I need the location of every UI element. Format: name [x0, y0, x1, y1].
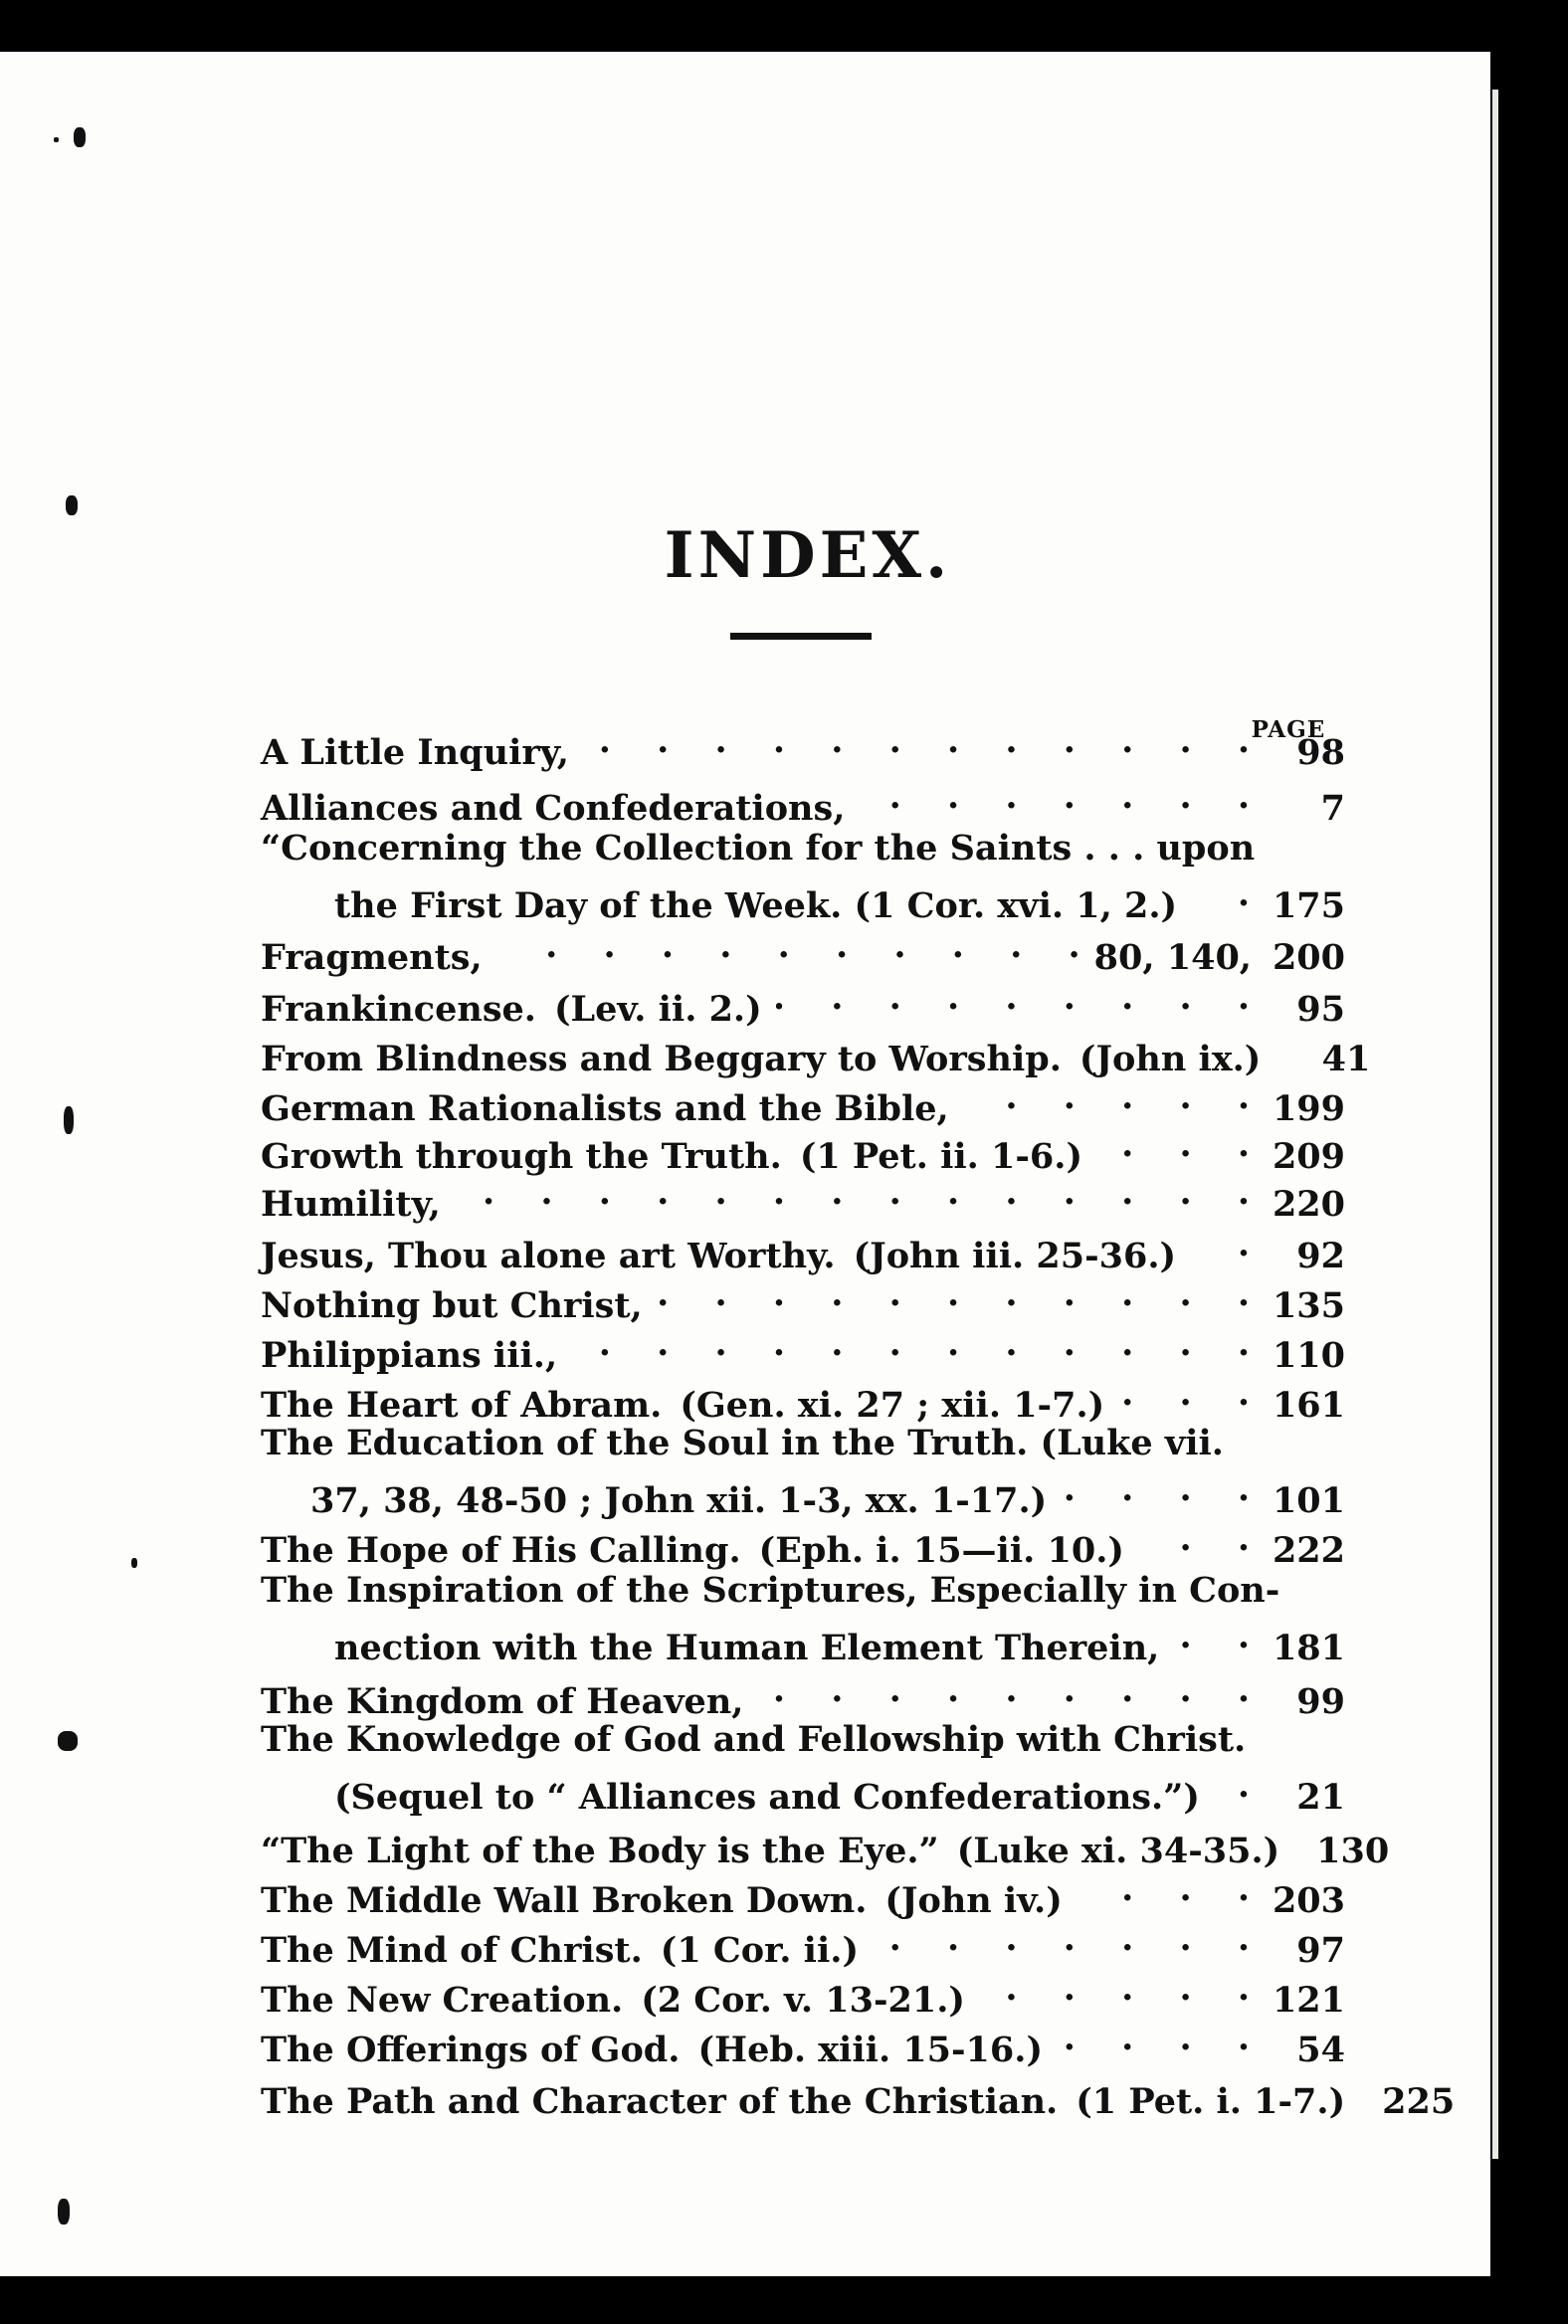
- entry-title: The Education of the Soul in the Truth. (Luke vii.: [261, 1423, 1224, 1463]
- title-rule: [730, 633, 872, 640]
- index-entry: [261, 1817, 1390, 1871]
- entry-page-number: 209: [1272, 1136, 1345, 1177]
- entry-reference: (2 Cor. v. 13-21.): [641, 1980, 965, 2021]
- index-entry: [261, 1568, 1345, 1668]
- entry-reference: (1 Cor. ii.): [660, 1930, 860, 1971]
- entry-page-number: 225: [1382, 2081, 1456, 2122]
- index-title: INDEX.: [664, 517, 952, 593]
- page-column-heading: PAGE: [1251, 716, 1326, 743]
- index-entry: [261, 1667, 1345, 1722]
- index-entry: [261, 2067, 1456, 2122]
- entry-title: The Kingdom of Heaven,: [261, 1681, 744, 1722]
- index-entry: [261, 1170, 1345, 1225]
- dot-leader: [1190, 1222, 1250, 1267]
- entry-page-number: 99: [1296, 1681, 1345, 1722]
- index-entry: [261, 826, 1345, 926]
- margin-speck: [58, 2199, 70, 2225]
- entry-title: The Path and Character of the Christian.: [261, 2081, 1059, 2122]
- entry-page-number: 41: [1321, 1039, 1371, 1079]
- dot-leader: [571, 1321, 1250, 1367]
- entry-continuation: 37, 38, 48-50 ; John xii. 1-3, xx. 1-17.): [310, 1480, 1048, 1521]
- entry-title: The New Creation.: [261, 1980, 624, 2021]
- dot-leader: [873, 1916, 1250, 1962]
- index-entry: [261, 1866, 1345, 1921]
- dot-leader: [1173, 1614, 1250, 1659]
- dot-leader: [859, 774, 1250, 820]
- entry-extra-pages: 80, 140,: [1093, 937, 1252, 978]
- dot-leader: [583, 718, 1250, 764]
- entry-title: The Mind of Christ.: [261, 1930, 643, 1971]
- entry-page-number: 7: [1320, 788, 1345, 829]
- index-entry: [261, 1271, 1345, 1326]
- dot-leader: [1214, 1763, 1250, 1809]
- dot-leader: [963, 1074, 1250, 1120]
- entry-page-number: 97: [1296, 1930, 1345, 1971]
- dot-leader: [776, 975, 1250, 1021]
- index-entry: [261, 1371, 1345, 1426]
- index-entry: [261, 1074, 1345, 1129]
- margin-speck: [131, 1558, 137, 1568]
- margin-speck: [64, 1106, 74, 1134]
- index-entry: [261, 718, 1345, 773]
- entry-title: Nothing but Christ,: [261, 1285, 643, 1326]
- margin-speck: [66, 495, 78, 515]
- entry-page-number: 110: [1272, 1335, 1345, 1376]
- index-entry: [261, 1222, 1345, 1276]
- entry-page-number: 203: [1272, 1880, 1345, 1921]
- index-entry: [261, 1122, 1345, 1177]
- entry-reference: (Eph. i. 15—ii. 10.): [758, 1530, 1124, 1571]
- entry-reference: (1 Pet. i. 1-7.): [1076, 2081, 1346, 2122]
- entry-page-number: 101: [1272, 1480, 1345, 1521]
- dot-leader: [1061, 1466, 1250, 1512]
- entry-continuation: (Sequel to “ Alliances and Confederations.”): [334, 1777, 1200, 1818]
- entry-page-number: 199: [1272, 1088, 1345, 1129]
- entry-title: Jesus, Thou alone art Worthy.: [261, 1236, 836, 1276]
- entry-title: German Rationalists and the Bible,: [261, 1088, 949, 1129]
- index-entry: [261, 774, 1345, 829]
- margin-speck: [74, 127, 86, 147]
- entry-title: The Knowledge of God and Fellowship with Christ.: [261, 1719, 1247, 1760]
- entry-page-number: 54: [1296, 2030, 1345, 2070]
- entry-title: The Hope of His Calling.: [261, 1530, 741, 1571]
- entry-page-number: 121: [1272, 1980, 1345, 2021]
- entry-title: A Little Inquiry,: [261, 732, 569, 773]
- entry-page-number: 95: [1296, 989, 1345, 1030]
- entry-page-number: 161: [1272, 1385, 1345, 1426]
- entry-page-number: 200: [1272, 937, 1345, 978]
- entry-title: Alliances and Confederations,: [261, 788, 846, 829]
- entry-reference: (Lev. ii. 2.): [553, 989, 762, 1030]
- entry-page-number: 222: [1272, 1530, 1345, 1571]
- entry-title: Philippians iii.,: [261, 1335, 558, 1376]
- dot-leader: [1057, 2016, 1250, 2061]
- entry-page-number: 135: [1272, 1285, 1345, 1326]
- index-entry: [261, 975, 1345, 1030]
- entry-continuation: nection with the Human Element Therein,: [334, 1628, 1160, 1668]
- entry-reference: (John ix.): [1078, 1039, 1262, 1079]
- entry-page-number: 130: [1316, 1831, 1390, 1871]
- margin-speck: [54, 137, 59, 142]
- entry-continuation: the First Day of the Week. (1 Cor. xvi. 1, 2.): [334, 885, 1178, 926]
- entry-title: The Middle Wall Broken Down.: [261, 1880, 868, 1921]
- entry-page-number: 92: [1296, 1236, 1345, 1276]
- entry-title: Humility,: [261, 1184, 441, 1225]
- entry-title: Fragments,: [261, 937, 483, 978]
- index-entry: [261, 923, 1345, 978]
- index-entry: [261, 1025, 1371, 1079]
- dot-leader: [979, 1966, 1250, 2012]
- entry-title: The Inspiration of the Scriptures, Especially in Con-: [261, 1570, 1280, 1611]
- margin-speck: [58, 1731, 78, 1751]
- index-entry: [261, 1516, 1345, 1571]
- index-entry: [261, 1717, 1345, 1818]
- index-entry: [261, 1321, 1345, 1376]
- entry-title: From Blindness and Beggary to Worship.: [261, 1039, 1062, 1079]
- entry-reference: (1 Pet. ii. 1-6.): [799, 1136, 1083, 1177]
- dot-leader: [1138, 1516, 1250, 1562]
- entry-reference: (John iii. 25-36.): [853, 1236, 1177, 1276]
- dot-leader: [1191, 872, 1250, 917]
- page-edge: [1492, 90, 1498, 2159]
- index-entry: [261, 1966, 1345, 2021]
- entry-title: The Offerings of God.: [261, 2030, 681, 2070]
- index-entry: [261, 1916, 1345, 1971]
- entry-title: The Heart of Abram.: [261, 1385, 663, 1426]
- entry-page-number: 175: [1272, 885, 1345, 926]
- dot-leader: [757, 1667, 1250, 1713]
- dot-leader: [496, 923, 1080, 969]
- dot-leader: [657, 1271, 1250, 1317]
- index-entry: [261, 1421, 1345, 1521]
- entry-title: Frankincense.: [261, 989, 536, 1030]
- dot-leader: [1118, 1371, 1250, 1417]
- entry-reference: (Gen. xi. 27 ; xii. 1-7.): [680, 1385, 1105, 1426]
- entry-title: Growth through the Truth.: [261, 1136, 782, 1177]
- entry-page-number: 21: [1296, 1777, 1345, 1818]
- dot-leader: [455, 1170, 1250, 1216]
- dot-leader: [1077, 1866, 1250, 1912]
- entry-title: “Concerning the Collection for the Saints . . . upon: [261, 828, 1256, 869]
- entry-reference: (John iv.): [884, 1880, 1063, 1921]
- entry-page-number: 181: [1272, 1628, 1345, 1668]
- entry-title: “The Light of the Body is the Eye.”: [261, 1831, 939, 1871]
- entry-reference: (Luke xi. 34-35.): [956, 1831, 1280, 1871]
- entry-reference: (Heb. xiii. 15-16.): [697, 2030, 1044, 2070]
- index-entry: [261, 2016, 1345, 2070]
- entry-page-number: 98: [1296, 732, 1345, 773]
- dot-leader: [1096, 1122, 1250, 1168]
- entry-page-number: 220: [1272, 1184, 1345, 1225]
